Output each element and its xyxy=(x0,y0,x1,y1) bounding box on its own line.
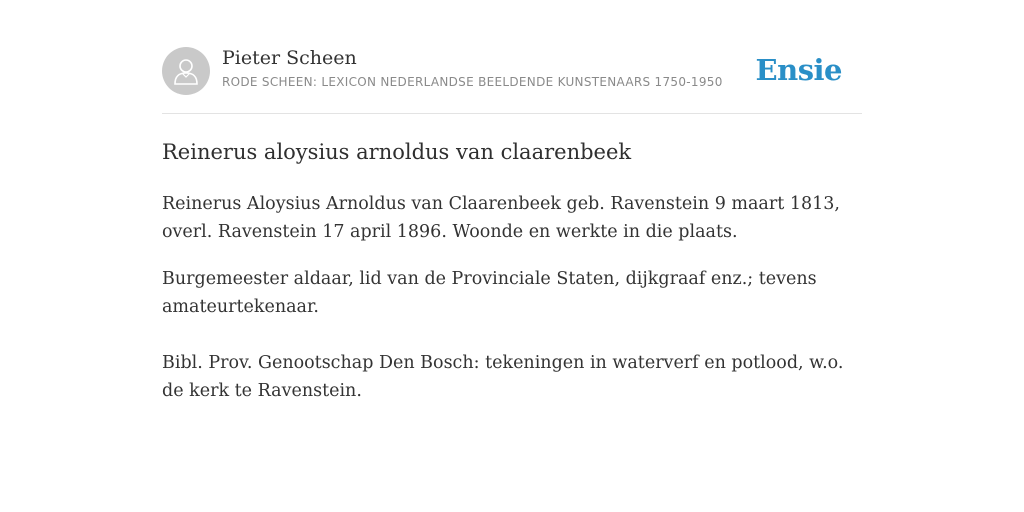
article-title: Reinerus aloysius arnoldus van claarenbeek xyxy=(162,140,632,164)
source-name[interactable]: RODE SCHEEN: LEXICON NEDERLANDSE BEELDENDE KUNSTENAARS 1750-1950 xyxy=(222,75,723,89)
author-name[interactable]: Pieter Scheen xyxy=(222,47,357,69)
article-paragraph: Burgemeester aldaar, lid van de Provinciale Staten, dijkgraaf enz.; tevens amateurtekenaar. xyxy=(162,269,817,317)
divider xyxy=(162,113,862,114)
article-paragraph: Reinerus Aloysius Arnoldus van Claarenbeek geb. Ravenstein 9 maart 1813, overl. Ravenstein 17 april 1896. Woonde en werkte in die plaats. xyxy=(162,194,840,242)
ensie-logo[interactable]: Ensie xyxy=(755,53,842,87)
user-icon xyxy=(172,56,200,86)
header xyxy=(162,46,862,96)
article-paragraph: Bibl. Prov. Genootschap Den Bosch: tekeningen in waterverf en potlood, w.o. de kerk te Ravenstein. xyxy=(162,353,844,401)
avatar[interactable] xyxy=(162,47,210,95)
